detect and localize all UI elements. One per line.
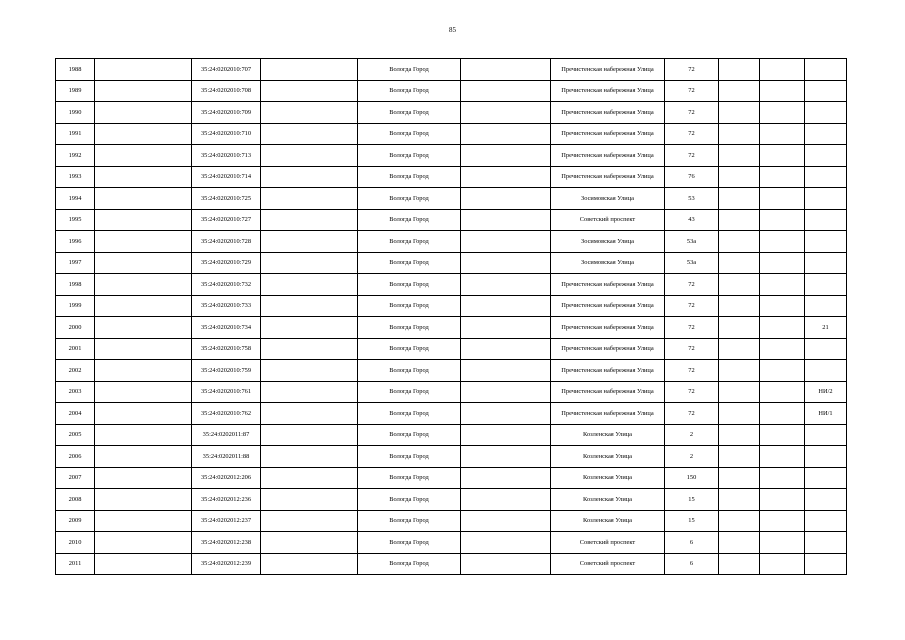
city-cell: Вологда Город (358, 317, 461, 339)
empty-cell (261, 532, 358, 554)
empty-cell (261, 102, 358, 124)
street-cell: Пречистенская набережная Улица (551, 295, 665, 317)
row-number-cell: 1988 (56, 59, 95, 81)
apartment-cell: НИ/2 (805, 381, 847, 403)
cadastral-number-cell: 35:24:0202012:239 (192, 553, 261, 575)
empty-cell (261, 188, 358, 210)
empty-cell (719, 467, 760, 489)
empty-cell (719, 188, 760, 210)
empty-cell (461, 467, 551, 489)
city-cell: Вологда Город (358, 274, 461, 296)
empty-cell (95, 188, 192, 210)
street-cell: Пречистенская набережная Улица (551, 403, 665, 425)
cadastral-number-cell: 35:24:0202010:714 (192, 166, 261, 188)
apartment-cell (805, 231, 847, 253)
cadastral-number-cell: 35:24:0202010:709 (192, 102, 261, 124)
empty-cell (760, 317, 805, 339)
cadastral-number-cell: 35:24:0202010:707 (192, 59, 261, 81)
row-number-cell: 2011 (56, 553, 95, 575)
street-cell: Козленская Улица (551, 446, 665, 468)
empty-cell (760, 274, 805, 296)
empty-cell (719, 166, 760, 188)
empty-cell (461, 252, 551, 274)
house-number-cell: 2 (665, 424, 719, 446)
house-number-cell: 72 (665, 102, 719, 124)
house-number-cell: 53а (665, 231, 719, 253)
cadastral-number-cell: 35:24:0202010:708 (192, 80, 261, 102)
empty-cell (461, 424, 551, 446)
apartment-cell (805, 123, 847, 145)
empty-cell (95, 231, 192, 253)
row-number-cell: 1990 (56, 102, 95, 124)
empty-cell (95, 80, 192, 102)
table-row (56, 231, 847, 253)
row-number-cell: 2004 (56, 403, 95, 425)
empty-cell (719, 489, 760, 511)
empty-cell (95, 360, 192, 382)
registry-table (55, 58, 847, 575)
empty-cell (261, 123, 358, 145)
cadastral-number-cell: 35:24:0202010:732 (192, 274, 261, 296)
house-number-cell: 72 (665, 80, 719, 102)
table-row (56, 80, 847, 102)
empty-cell (261, 360, 358, 382)
apartment-cell (805, 102, 847, 124)
empty-cell (719, 209, 760, 231)
cadastral-number-cell: 35:24:0202010:725 (192, 188, 261, 210)
table-row (56, 338, 847, 360)
row-number-cell: 1998 (56, 274, 95, 296)
empty-cell (719, 403, 760, 425)
empty-cell (95, 102, 192, 124)
table-row (56, 188, 847, 210)
table-row (56, 102, 847, 124)
house-number-cell: 72 (665, 403, 719, 425)
table-row (56, 59, 847, 81)
table-row (56, 467, 847, 489)
empty-cell (461, 360, 551, 382)
empty-cell (261, 446, 358, 468)
city-cell: Вологда Город (358, 102, 461, 124)
city-cell: Вологда Город (358, 59, 461, 81)
city-cell: Вологда Город (358, 188, 461, 210)
empty-cell (760, 102, 805, 124)
empty-cell (461, 102, 551, 124)
cadastral-number-cell: 35:24:0202010:762 (192, 403, 261, 425)
street-cell: Советский проспект (551, 209, 665, 231)
table-row (56, 532, 847, 554)
page-number: 85 (449, 26, 456, 34)
city-cell: Вологда Город (358, 252, 461, 274)
empty-cell (719, 80, 760, 102)
table-row (56, 510, 847, 532)
city-cell: Вологда Город (358, 145, 461, 167)
cadastral-number-cell: 35:24:0202010:759 (192, 360, 261, 382)
empty-cell (760, 123, 805, 145)
house-number-cell: 72 (665, 123, 719, 145)
cadastral-number-cell: 35:24:0202010:734 (192, 317, 261, 339)
city-cell: Вологда Город (358, 338, 461, 360)
city-cell: Вологда Город (358, 403, 461, 425)
empty-cell (719, 360, 760, 382)
table-row (56, 166, 847, 188)
house-number-cell: 72 (665, 360, 719, 382)
empty-cell (261, 59, 358, 81)
table-row (56, 403, 847, 425)
house-number-cell: 72 (665, 59, 719, 81)
empty-cell (719, 424, 760, 446)
empty-cell (95, 166, 192, 188)
empty-cell (261, 403, 358, 425)
empty-cell (261, 467, 358, 489)
street-cell: Пречистенская набережная Улица (551, 317, 665, 339)
house-number-cell: 76 (665, 166, 719, 188)
empty-cell (261, 80, 358, 102)
table-row (56, 252, 847, 274)
empty-cell (719, 102, 760, 124)
empty-cell (261, 295, 358, 317)
empty-cell (461, 381, 551, 403)
apartment-cell (805, 424, 847, 446)
empty-cell (461, 446, 551, 468)
empty-cell (760, 166, 805, 188)
apartment-cell (805, 59, 847, 81)
empty-cell (461, 317, 551, 339)
house-number-cell: 15 (665, 510, 719, 532)
house-number-cell: 72 (665, 317, 719, 339)
empty-cell (760, 59, 805, 81)
empty-cell (261, 338, 358, 360)
empty-cell (719, 123, 760, 145)
city-cell: Вологда Город (358, 532, 461, 554)
house-number-cell: 72 (665, 381, 719, 403)
city-cell: Вологда Город (358, 381, 461, 403)
cadastral-number-cell: 35:24:0202011:88 (192, 446, 261, 468)
empty-cell (719, 59, 760, 81)
cadastral-number-cell: 35:24:0202011:87 (192, 424, 261, 446)
empty-cell (261, 424, 358, 446)
cadastral-number-cell: 35:24:0202010:713 (192, 145, 261, 167)
empty-cell (95, 338, 192, 360)
empty-cell (95, 317, 192, 339)
street-cell: Зосимовская Улица (551, 252, 665, 274)
empty-cell (760, 145, 805, 167)
city-cell: Вологда Город (358, 446, 461, 468)
street-cell: Зосимовская Улица (551, 188, 665, 210)
cadastral-number-cell: 35:24:0202012:206 (192, 467, 261, 489)
row-number-cell: 2002 (56, 360, 95, 382)
street-cell: Пречистенская набережная Улица (551, 145, 665, 167)
empty-cell (719, 295, 760, 317)
street-cell: Зосимовская Улица (551, 231, 665, 253)
cadastral-number-cell: 35:24:0202010:758 (192, 338, 261, 360)
house-number-cell: 43 (665, 209, 719, 231)
empty-cell (261, 209, 358, 231)
empty-cell (760, 338, 805, 360)
empty-cell (760, 188, 805, 210)
table-row (56, 360, 847, 382)
empty-cell (95, 295, 192, 317)
cadastral-number-cell: 35:24:0202010:761 (192, 381, 261, 403)
empty-cell (261, 510, 358, 532)
city-cell: Вологда Город (358, 424, 461, 446)
empty-cell (461, 80, 551, 102)
empty-cell (261, 145, 358, 167)
empty-cell (760, 252, 805, 274)
empty-cell (719, 145, 760, 167)
row-number-cell: 1994 (56, 188, 95, 210)
apartment-cell (805, 188, 847, 210)
row-number-cell: 1995 (56, 209, 95, 231)
street-cell: Пречистенская набережная Улица (551, 102, 665, 124)
empty-cell (461, 188, 551, 210)
row-number-cell: 2006 (56, 446, 95, 468)
street-cell: Пречистенская набережная Улица (551, 166, 665, 188)
table-row (56, 553, 847, 575)
house-number-cell: 53 (665, 188, 719, 210)
apartment-cell (805, 338, 847, 360)
apartment-cell (805, 166, 847, 188)
empty-cell (461, 403, 551, 425)
house-number-cell: 53а (665, 252, 719, 274)
empty-cell (760, 231, 805, 253)
street-cell: Козленская Улица (551, 510, 665, 532)
empty-cell (719, 532, 760, 554)
empty-cell (461, 295, 551, 317)
row-number-cell: 1997 (56, 252, 95, 274)
cadastral-number-cell: 35:24:0202012:238 (192, 532, 261, 554)
empty-cell (760, 532, 805, 554)
empty-cell (719, 317, 760, 339)
table-row (56, 317, 847, 339)
empty-cell (760, 553, 805, 575)
row-number-cell: 1992 (56, 145, 95, 167)
city-cell: Вологда Город (358, 510, 461, 532)
cadastral-number-cell: 35:24:0202012:236 (192, 489, 261, 511)
street-cell: Пречистенская набережная Улица (551, 59, 665, 81)
cadastral-number-cell: 35:24:0202012:237 (192, 510, 261, 532)
row-number-cell: 1991 (56, 123, 95, 145)
empty-cell (760, 446, 805, 468)
city-cell: Вологда Город (358, 80, 461, 102)
street-cell: Пречистенская набережная Улица (551, 381, 665, 403)
apartment-cell (805, 360, 847, 382)
row-number-cell: 2008 (56, 489, 95, 511)
street-cell: Пречистенская набережная Улица (551, 80, 665, 102)
apartment-cell (805, 274, 847, 296)
table-row (56, 381, 847, 403)
empty-cell (760, 489, 805, 511)
empty-cell (760, 295, 805, 317)
empty-cell (95, 510, 192, 532)
empty-cell (461, 532, 551, 554)
house-number-cell: 72 (665, 295, 719, 317)
cadastral-number-cell: 35:24:0202010:710 (192, 123, 261, 145)
city-cell: Вологда Город (358, 209, 461, 231)
empty-cell (461, 489, 551, 511)
empty-cell (461, 553, 551, 575)
table-row (56, 489, 847, 511)
row-number-cell: 1996 (56, 231, 95, 253)
row-number-cell: 1989 (56, 80, 95, 102)
city-cell: Вологда Город (358, 553, 461, 575)
apartment-cell (805, 510, 847, 532)
empty-cell (760, 381, 805, 403)
table-row (56, 446, 847, 468)
apartment-cell (805, 80, 847, 102)
empty-cell (719, 274, 760, 296)
city-cell: Вологда Город (358, 467, 461, 489)
empty-cell (95, 553, 192, 575)
empty-cell (95, 532, 192, 554)
empty-cell (760, 403, 805, 425)
street-cell: Козленская Улица (551, 489, 665, 511)
empty-cell (461, 231, 551, 253)
empty-cell (461, 166, 551, 188)
empty-cell (95, 252, 192, 274)
street-cell: Козленская Улица (551, 424, 665, 446)
house-number-cell: 6 (665, 553, 719, 575)
registry-table-body (56, 59, 847, 575)
empty-cell (719, 252, 760, 274)
empty-cell (95, 59, 192, 81)
empty-cell (95, 381, 192, 403)
house-number-cell: 6 (665, 532, 719, 554)
empty-cell (461, 59, 551, 81)
empty-cell (95, 403, 192, 425)
house-number-cell: 2 (665, 446, 719, 468)
empty-cell (719, 446, 760, 468)
table-row (56, 295, 847, 317)
cadastral-number-cell: 35:24:0202010:729 (192, 252, 261, 274)
city-cell: Вологда Город (358, 231, 461, 253)
street-cell: Советский проспект (551, 553, 665, 575)
row-number-cell: 2007 (56, 467, 95, 489)
empty-cell (261, 489, 358, 511)
empty-cell (461, 145, 551, 167)
house-number-cell: 72 (665, 145, 719, 167)
empty-cell (719, 231, 760, 253)
apartment-cell (805, 295, 847, 317)
table-row (56, 123, 847, 145)
city-cell: Вологда Город (358, 489, 461, 511)
empty-cell (261, 252, 358, 274)
street-cell: Пречистенская набережная Улица (551, 274, 665, 296)
empty-cell (95, 467, 192, 489)
empty-cell (261, 317, 358, 339)
cadastral-number-cell: 35:24:0202010:733 (192, 295, 261, 317)
apartment-cell (805, 489, 847, 511)
apartment-cell (805, 209, 847, 231)
empty-cell (261, 381, 358, 403)
cadastral-number-cell: 35:24:0202010:728 (192, 231, 261, 253)
empty-cell (461, 274, 551, 296)
house-number-cell: 150 (665, 467, 719, 489)
empty-cell (760, 467, 805, 489)
row-number-cell: 2005 (56, 424, 95, 446)
apartment-cell (805, 446, 847, 468)
city-cell: Вологда Город (358, 295, 461, 317)
row-number-cell: 2000 (56, 317, 95, 339)
empty-cell (95, 489, 192, 511)
street-cell: Советский проспект (551, 532, 665, 554)
empty-cell (719, 510, 760, 532)
empty-cell (461, 123, 551, 145)
empty-cell (261, 166, 358, 188)
street-cell: Козленская Улица (551, 467, 665, 489)
apartment-cell (805, 553, 847, 575)
table-row (56, 145, 847, 167)
house-number-cell: 72 (665, 274, 719, 296)
apartment-cell: НИ/1 (805, 403, 847, 425)
city-cell: Вологда Город (358, 360, 461, 382)
empty-cell (719, 338, 760, 360)
empty-cell (261, 553, 358, 575)
empty-cell (95, 274, 192, 296)
street-cell: Пречистенская набережная Улица (551, 338, 665, 360)
table-row (56, 274, 847, 296)
street-cell: Пречистенская набережная Улица (551, 123, 665, 145)
city-cell: Вологда Город (358, 166, 461, 188)
apartment-cell (805, 532, 847, 554)
row-number-cell: 1999 (56, 295, 95, 317)
street-cell: Пречистенская набережная Улица (551, 360, 665, 382)
empty-cell (760, 510, 805, 532)
empty-cell (760, 80, 805, 102)
apartment-cell: 21 (805, 317, 847, 339)
empty-cell (760, 209, 805, 231)
row-number-cell: 2001 (56, 338, 95, 360)
row-number-cell: 2010 (56, 532, 95, 554)
empty-cell (95, 209, 192, 231)
table-row (56, 209, 847, 231)
row-number-cell: 2009 (56, 510, 95, 532)
empty-cell (461, 338, 551, 360)
table-row (56, 424, 847, 446)
empty-cell (95, 145, 192, 167)
apartment-cell (805, 145, 847, 167)
apartment-cell (805, 467, 847, 489)
row-number-cell: 1993 (56, 166, 95, 188)
empty-cell (719, 553, 760, 575)
row-number-cell: 2003 (56, 381, 95, 403)
cadastral-number-cell: 35:24:0202010:727 (192, 209, 261, 231)
empty-cell (760, 424, 805, 446)
empty-cell (261, 274, 358, 296)
empty-cell (95, 123, 192, 145)
house-number-cell: 15 (665, 489, 719, 511)
empty-cell (760, 360, 805, 382)
empty-cell (261, 231, 358, 253)
empty-cell (461, 209, 551, 231)
city-cell: Вологда Город (358, 123, 461, 145)
empty-cell (719, 381, 760, 403)
empty-cell (95, 424, 192, 446)
empty-cell (461, 510, 551, 532)
apartment-cell (805, 252, 847, 274)
empty-cell (95, 446, 192, 468)
house-number-cell: 72 (665, 338, 719, 360)
